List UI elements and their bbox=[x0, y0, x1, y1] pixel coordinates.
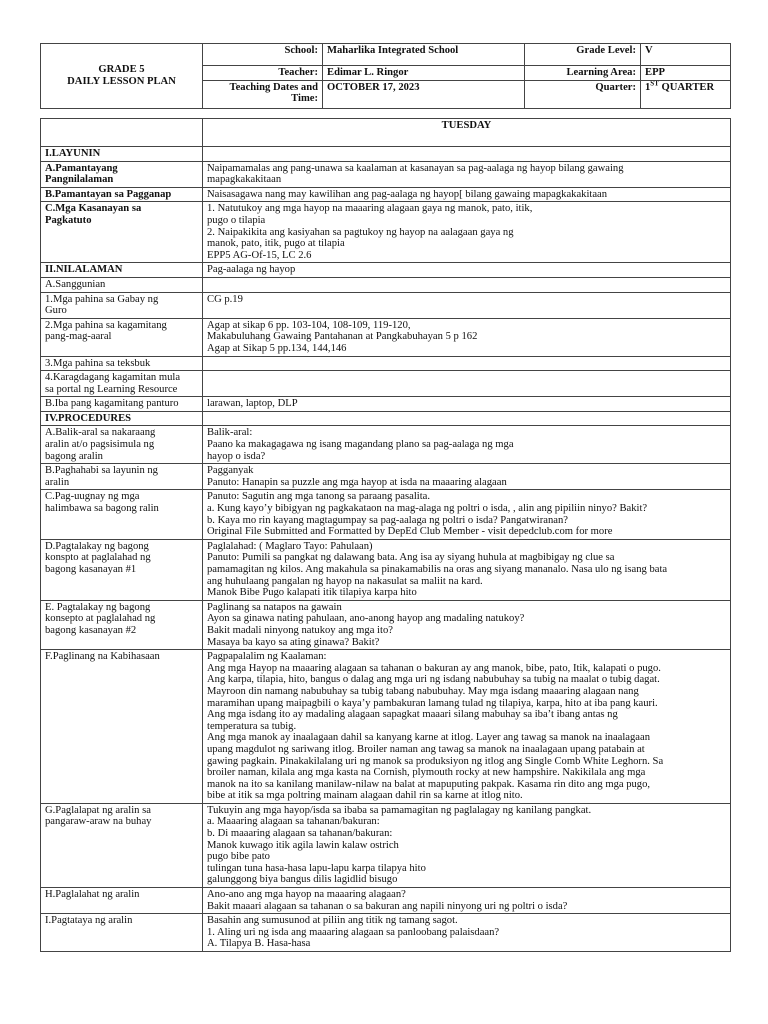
plan-row bbox=[41, 411, 731, 426]
row-content-line: larawan, laptop, DLP bbox=[207, 398, 298, 410]
dates-value: OCTOBER 17, 2023 bbox=[323, 80, 525, 108]
row-label bbox=[41, 147, 203, 162]
school-value: Maharlika Integrated School bbox=[323, 44, 525, 66]
row-label bbox=[41, 600, 203, 649]
teacher-label: Teacher: bbox=[203, 66, 323, 81]
school-label: School: bbox=[203, 44, 323, 66]
row-content bbox=[203, 277, 731, 292]
row-label-line: 3.Mga pahina sa teksbuk bbox=[45, 357, 151, 369]
row-label-line: A.Pamantayang bbox=[45, 162, 118, 174]
row-content bbox=[203, 914, 731, 952]
row-content-line: b. Di maaaring alagaan sa tahanan/bakuran: bbox=[207, 828, 393, 840]
quarter-value: 1ST QUARTER bbox=[641, 80, 731, 108]
row-label-line: C.Pag-uugnay ng mga bbox=[45, 491, 140, 503]
row-content bbox=[203, 888, 731, 914]
row-content-line: 1. Natutukoy ang mga hayop na maaaring alagaan gaya ng manok, pato, itik, bbox=[207, 203, 533, 215]
row-label-line: G.Paglalapat ng aralin sa bbox=[45, 804, 151, 816]
row-content bbox=[203, 464, 731, 490]
plan-row bbox=[41, 187, 731, 202]
row-label-line: C.Mga Kasanayan sa bbox=[45, 203, 142, 215]
row-content bbox=[203, 539, 731, 600]
plan-row bbox=[41, 803, 731, 887]
row-content-line: Masaya ba kayo sa ating ginawa? Bakit? bbox=[207, 636, 380, 648]
row-label bbox=[41, 803, 203, 887]
row-content-line: EPP5 AG-Of-15, LC 2.6 bbox=[207, 249, 312, 261]
row-label bbox=[41, 356, 203, 371]
row-content-line: Paano ka makagagawa ng isang magandang plano sa pag-aalaga ng mga bbox=[207, 439, 514, 451]
row-content-line: Pagpapalalim ng Kaalaman: bbox=[207, 651, 327, 663]
row-label bbox=[41, 263, 203, 278]
row-content bbox=[203, 371, 731, 397]
row-label bbox=[41, 411, 203, 426]
row-label bbox=[41, 202, 203, 263]
row-content bbox=[203, 426, 731, 464]
row-content-line: tulingan tuna hasa-hasa lapu-lapu karpa tilapya hito bbox=[207, 862, 426, 874]
row-label-line: A.Balik-aral sa nakaraang bbox=[45, 427, 156, 439]
row-content-line: Ayon sa ginawa nating pahulaan, ano-anong hayop ang madaling natukoy? bbox=[207, 613, 525, 625]
row-content bbox=[203, 263, 731, 278]
row-label-line: 1.Mga pahina sa Gabay ng bbox=[45, 293, 159, 305]
row-content bbox=[203, 318, 731, 356]
plan-row bbox=[41, 356, 731, 371]
row-label-line: H.Paglalahat ng aralin bbox=[45, 889, 140, 901]
plan-row bbox=[41, 888, 731, 914]
row-label-line: 4.Karagdagang kagamitan mula bbox=[45, 372, 181, 384]
row-label bbox=[41, 318, 203, 356]
row-content-line: Bakit madali ninyong natukoy ang mga ito? bbox=[207, 624, 393, 636]
row-label-line: bagong kasanayan #1 bbox=[45, 564, 137, 575]
row-label-line: sa portal ng Learning Resource bbox=[45, 383, 178, 395]
plan-row bbox=[41, 914, 731, 952]
row-content-line: broiler naman, kilala ang mga kasta na Cornish, plymouth rocky at new hampshire. Nakikilala ang mga bbox=[207, 767, 646, 779]
row-label-line: I.LAYUNIN bbox=[45, 148, 101, 159]
row-content-line: 1. Aling uri ng isda ang maaaring alagaan sa panloobang palaisdaan? bbox=[207, 926, 500, 938]
row-content-line: Mayroon din namang nabubuhay sa tubig tabang nabubuhay. May mga isdang maaaring alagaan nang bbox=[207, 685, 639, 697]
row-label-line: pang-mag-aaral bbox=[45, 331, 112, 343]
lesson-plan-title: GRADE 5 DAILY LESSON PLAN bbox=[41, 44, 203, 109]
row-label bbox=[41, 187, 203, 202]
row-label-line: B.Pamantayan sa Pagganap bbox=[45, 188, 172, 200]
row-label bbox=[41, 888, 203, 914]
day-heading: TUESDAY bbox=[203, 119, 731, 147]
row-label-line: I.Pagtataya ng aralin bbox=[45, 915, 133, 927]
row-content-line: CG p.19 bbox=[207, 293, 243, 305]
row-label-line: halimbawa sa bagong ralin bbox=[45, 503, 159, 515]
row-content bbox=[203, 600, 731, 649]
blank-corner-cell bbox=[41, 119, 203, 147]
row-content bbox=[203, 202, 731, 263]
row-content-line: maramihan upang maipagbili o kaya’y pambakuran lamang tulad ng tilapiya, karpa, hito at iba pang kauri. bbox=[207, 697, 658, 709]
row-label-line: B.Paghahabi sa layunin ng bbox=[45, 465, 158, 477]
plan-row bbox=[41, 600, 731, 649]
row-content-line: Agap at Sikap 5 pp.134, 144,146 bbox=[207, 342, 347, 354]
row-content-line: Panuto: Pumili sa pangkat ng dalawang bata. Ang isa ay siyang huhula at magbibigay ng clue sa bbox=[207, 552, 615, 564]
row-label-line: konsepto at paglalahad ng bbox=[45, 613, 156, 625]
row-content bbox=[203, 490, 731, 539]
header-table bbox=[40, 43, 731, 109]
row-content-line: Tukuyin ang mga hayop/isda sa ibaba sa pamamagitan ng paglalagay ng kanilang pangkat. bbox=[207, 804, 592, 816]
plan-row bbox=[41, 397, 731, 412]
row-content-line: Bakit maaari alagaan sa tahanan o sa bakuran ang napili ninyong uri ng poltri o isda? bbox=[207, 900, 568, 912]
row-content-line: pugo o tilapia bbox=[207, 214, 266, 226]
row-label-line: II.NILALAMAN bbox=[45, 264, 123, 276]
row-content-line: temperatura sa tubig. bbox=[207, 720, 297, 732]
row-content-line: Panuto: Sagutin ang mga tanong sa paraang pasalita. bbox=[207, 491, 431, 503]
row-label-line: A.Sanggunian bbox=[45, 278, 106, 290]
row-label bbox=[41, 397, 203, 412]
row-content-line: upang magdulot ng sariwang itlog. Broiler naman ang tawag sa manok na inaalagaan upang patabain at bbox=[207, 743, 645, 755]
row-content-line: a. Maaaring alagaan sa tahanan/bakuran: bbox=[207, 816, 380, 828]
row-label bbox=[41, 277, 203, 292]
row-content-line: Agap at sikap 6 pp. 103-104, 108-109, 119-120, bbox=[207, 319, 411, 331]
row-content-line: Panuto: Hanapin sa puzzle ang mga hayop at isda na maaaring alagaan bbox=[207, 476, 507, 488]
row-content-line: Pagganyak bbox=[207, 465, 254, 477]
row-label-line: Guro bbox=[45, 305, 67, 317]
row-label bbox=[41, 914, 203, 952]
area-value: EPP bbox=[641, 66, 731, 81]
row-content-line: Ang mga manok ay inaalagaan dahil sa kanyang karne at itlog. Layer ang tawag sa manok na inaalagaan bbox=[207, 732, 650, 744]
row-label-line: bagong kasanayan #2 bbox=[45, 624, 137, 636]
row-label bbox=[41, 371, 203, 397]
row-label-line: pangaraw-araw na buhay bbox=[45, 816, 152, 828]
row-content-line: a. Kung kayo’y bibigyan ng pagkakataon na mag-alaga ng poltri o isda, , alin ang pipiliin ninyo? Bakit? bbox=[207, 503, 648, 515]
row-content-line: Balik-aral: bbox=[207, 427, 253, 439]
row-content-line: manok na ito sa kanilang manilaw-nilaw na balat at mapuputing pakpak. Kasama rin dito ang mga pugo, bbox=[207, 778, 651, 790]
row-content bbox=[203, 411, 731, 426]
quarter-label: Quarter: bbox=[525, 80, 641, 108]
row-content bbox=[203, 147, 731, 162]
row-content-line: Naisasagawa nang may kawilihan ang pag-aalaga ng hayop[ bilang gawaing mapagkakakitaan bbox=[207, 188, 608, 200]
row-content-line: pamamagitan ng kilos. Ang makahula sa pinakamabilis na oras ang siyang mananalo. Nasa ulo ng isang bata bbox=[207, 564, 668, 575]
row-label-line: Pagkatuto bbox=[45, 214, 92, 226]
row-label bbox=[41, 292, 203, 318]
area-label: Learning Area: bbox=[525, 66, 641, 81]
row-content-line: gawing pagkain. Pinakakilalang uri ng manok sa produksiyon ng itlog ang Single Comb White Leghorn. Sa bbox=[207, 755, 664, 767]
plan-row bbox=[41, 161, 731, 187]
row-content-line: Basahin ang sumusunod at piliin ang titik ng tamang sagot. bbox=[207, 915, 458, 927]
row-content-line: Ano-ano ang mga hayop na maaaring alagaan? bbox=[207, 889, 406, 901]
row-label-line: 2.Mga pahina sa kagamitang bbox=[45, 319, 167, 331]
plan-row bbox=[41, 318, 731, 356]
plan-row bbox=[41, 292, 731, 318]
plan-row bbox=[41, 371, 731, 397]
row-content-line: Pag-aalaga ng hayop bbox=[207, 264, 296, 276]
row-content bbox=[203, 292, 731, 318]
row-label-line: aralin at/o pagsisimula ng bbox=[45, 439, 155, 451]
plan-row bbox=[41, 490, 731, 539]
row-content bbox=[203, 161, 731, 187]
row-content-line: Original File Submitted and Formatted by DepEd Club Member - visit depedclub.com for more bbox=[207, 526, 613, 538]
grade-value: V bbox=[641, 44, 731, 66]
row-label bbox=[41, 464, 203, 490]
plan-row bbox=[41, 147, 731, 162]
row-content-line: galunggong biya bangus dilis lagidlid bisugo bbox=[207, 874, 398, 886]
row-label bbox=[41, 539, 203, 600]
row-content-line: Ang mga isdang ito ay madaling alagaan sapagkat maaari silang mabuhay sa iba’t ibang antas ng bbox=[207, 709, 618, 721]
row-label-line: D.Pagtalakay ng bagong bbox=[45, 540, 149, 552]
teacher-value: Edimar L. Ringor bbox=[323, 66, 525, 81]
row-content-line: ang huhulaang pangalan ng hayop na nakasulat sa maliit na kard. bbox=[207, 575, 483, 587]
row-content bbox=[203, 803, 731, 887]
row-content-line: 2. Naipakikita ang kasiyahan sa pagtukoy ng hayop na aalagaan gaya ng bbox=[207, 226, 514, 238]
row-content-line: Manok Bibe Pugo kalapati itik tilapiya karpa hito bbox=[207, 587, 417, 599]
lesson-plan-table bbox=[40, 118, 731, 952]
row-content-line: pugo bibe pato bbox=[207, 851, 270, 863]
row-content-line: Paglalahad: ( Maglaro Tayo: Pahulaan) bbox=[207, 540, 373, 552]
row-label bbox=[41, 161, 203, 187]
row-label bbox=[41, 490, 203, 539]
row-label-line: bagong aralin bbox=[45, 450, 103, 462]
row-content-line: mapagkakakitaan bbox=[207, 174, 282, 186]
row-content-line: Manok kuwago itik agila lawin kalaw ostrich bbox=[207, 839, 399, 851]
row-content-line: Ang karpa, tilapia, hito, bangus o dalag ang mga uri ng isdang nabubuhay sa tubig na maalat o tubig dagat. bbox=[207, 674, 660, 686]
row-label-line: IV.PROCEDURES bbox=[45, 412, 132, 424]
row-content bbox=[203, 650, 731, 804]
row-content-line: bibe at itik sa mga poltring mainam alagaan dahil rin sa karne at itlog nito. bbox=[207, 790, 523, 802]
row-content-line: Ang mga Hayop na maaaring alagaan sa tahanan o bakuran ay ang manok, bibe, pato, Itik, kalapati o pugo. bbox=[207, 662, 661, 674]
row-content-line: hayop o isda? bbox=[207, 450, 266, 462]
row-content bbox=[203, 187, 731, 202]
row-label-line: Pangnilalaman bbox=[45, 174, 114, 186]
row-content-line: Naipamamalas ang pang-unawa sa kaalaman at kasanayan sa pag-aalaga ng hayop bilang gawaing bbox=[207, 162, 624, 174]
row-label-line: aralin bbox=[45, 476, 70, 488]
row-label-line: F.Paglinang na Kabihasaan bbox=[45, 651, 160, 663]
row-content-line: Paglinang sa natapos na gawain bbox=[207, 601, 342, 613]
plan-row bbox=[41, 650, 731, 804]
plan-row bbox=[41, 202, 731, 263]
row-content bbox=[203, 356, 731, 371]
row-label-line: E. Pagtalakay ng bagong bbox=[45, 601, 151, 613]
plan-row bbox=[41, 277, 731, 292]
row-content-line: b. Kaya mo rin kayang magtagumpay sa pag-aalaga ng poltri o isda? Pangatwiranan? bbox=[207, 514, 568, 526]
row-content-line: manok, pato, itik, pugo at tilapia bbox=[207, 238, 345, 250]
plan-row bbox=[41, 426, 731, 464]
row-label bbox=[41, 426, 203, 464]
plan-row bbox=[41, 464, 731, 490]
plan-row bbox=[41, 263, 731, 278]
row-content-line: A. Tilapya B. Hasa-hasa bbox=[207, 938, 311, 950]
row-label-line: konspto at paglalahad ng bbox=[45, 552, 151, 564]
row-label bbox=[41, 650, 203, 804]
row-content bbox=[203, 397, 731, 412]
plan-row bbox=[41, 539, 731, 600]
row-content-line: Makabuluhang Gawaing Pantahanan at Pangkabuhayan 5 p 162 bbox=[207, 331, 478, 343]
row-label-line: B.Iba pang kagamitang panturo bbox=[45, 398, 179, 410]
dates-label: Teaching Dates and Time: bbox=[203, 80, 323, 108]
grade-label: Grade Level: bbox=[525, 44, 641, 66]
